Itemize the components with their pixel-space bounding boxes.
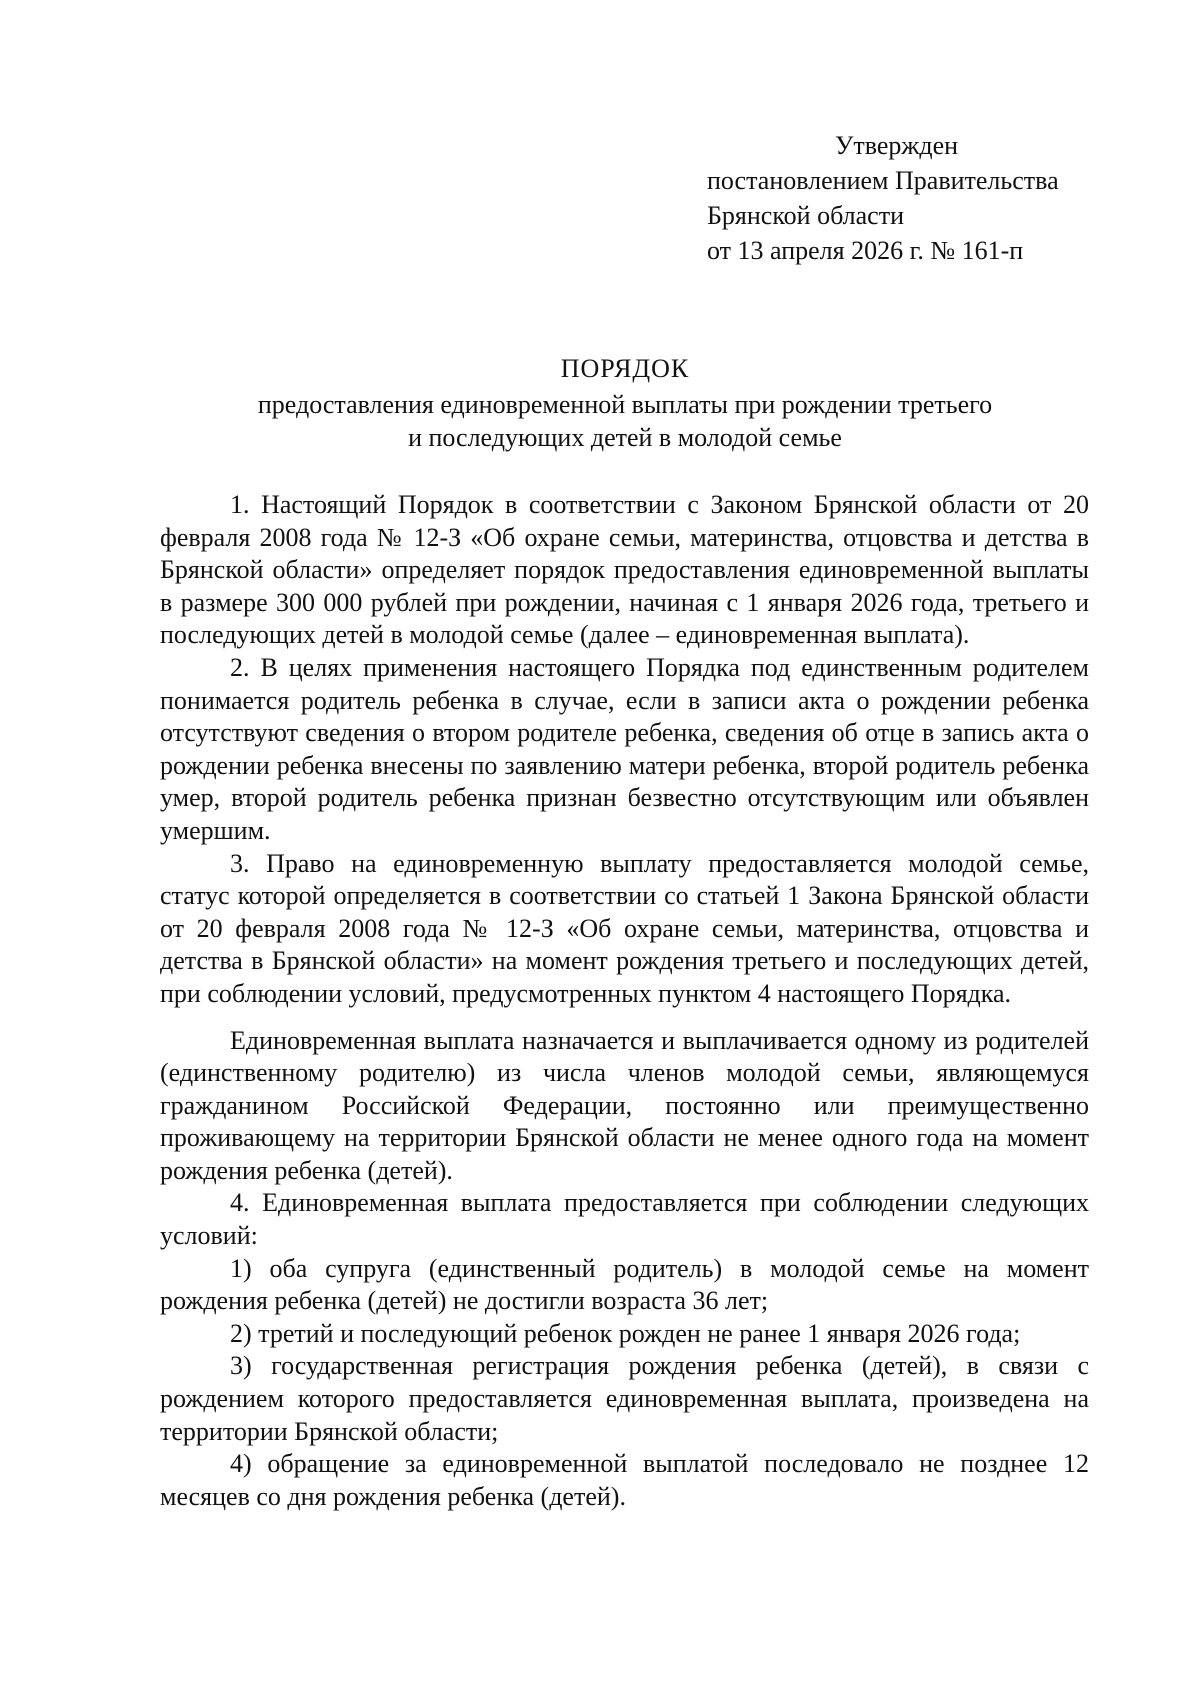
document-subtitle-line-1: предоставления единовременной выплаты при рождении третьего	[257, 390, 993, 419]
paragraph-2: 2. В целях применения настоящего Порядка под единственным родителем понимается родитель ребенка в случае, если в записи акта о рождении ребенка отсутствуют сведения о втором родителе ребенка, сведения об отце в запись акта о рождении ребенка внесены по заявлению матери ребенка, второй родитель ребенка умер, второй родитель ребенка признан безвестно отсутствующим или объявлен умершим.	[160, 652, 1089, 845]
approval-stamp	[707, 128, 1147, 268]
document-title: ПОРЯДОК	[560, 354, 690, 383]
document-subtitle-line-2: и последующих детей в молодой семье	[408, 423, 842, 452]
approval-line-region: Брянской области	[707, 201, 904, 230]
condition-1: 1) оба супруга (единственный родитель) в молодой семье на момент рождения ребенка (детей) не достигли возраста 36 лет;	[160, 1253, 1089, 1316]
paragraph-4: 4. Единовременная выплата предоставляется при соблюдении следующих условий:	[160, 1188, 1089, 1251]
approval-line-resolution: постановлением Правительства	[707, 166, 1059, 195]
condition-3: 3) государственная регистрация рождения ребенка (детей), в связи с рождением которого предоставляется единовременная выплата, произведена на территории Брянской области;	[160, 1351, 1089, 1446]
document-title-block	[160, 352, 1090, 454]
approval-line-date-number: от 13 апреля 2026 г. № 161-п	[707, 236, 1024, 265]
approval-line-approved: Утвержден	[835, 131, 959, 160]
paragraph-1: 1. Настоящий Порядок в соответствии с Законом Брянской области от 20 февраля 2008 года № 12-З «Об охране семьи, материнства, отцовства и детства в Брянской области» определяет порядок предоставления единовременной выплаты в размере 300 000 рублей при рождении, начиная с 1 января 2026 года, третьего и последующих детей в молодой семье (далее – единовременная выплата).	[160, 490, 1089, 650]
paragraph-3-continuation: Единовременная выплата назначается и выплачивается одному из родителей (единственному родителю) из числа членов молодой семьи, являющемуся гражданином Российской Федерации, постоянно или преимущественно проживающему на территории Брянской области не менее одного года на момент рождения ребенка (детей).	[160, 1025, 1089, 1185]
condition-2: 2) третий и последующий ребенок рожден не ранее 1 января 2026 года;	[230, 1318, 1021, 1348]
condition-4: 4) обращение за единовременной выплатой последовало не позднее 12 месяцев со дня рождения ребенка (детей).	[160, 1449, 1089, 1511]
paragraph-3: 3. Право на единовременную выплату предоставляется молодой семье, статус которой определяется в соответствии со статьей 1 Закона Брянской области от 20 февраля 2008 года № 12-З «Об охране семьи, материнства, отцовства и детства в Брянской области» на момент рождения третьего и последующих детей, при соблюдении условий, предусмотренных пунктом 4 настоящего Порядка.	[160, 848, 1089, 1008]
document-body	[160, 489, 1089, 1513]
